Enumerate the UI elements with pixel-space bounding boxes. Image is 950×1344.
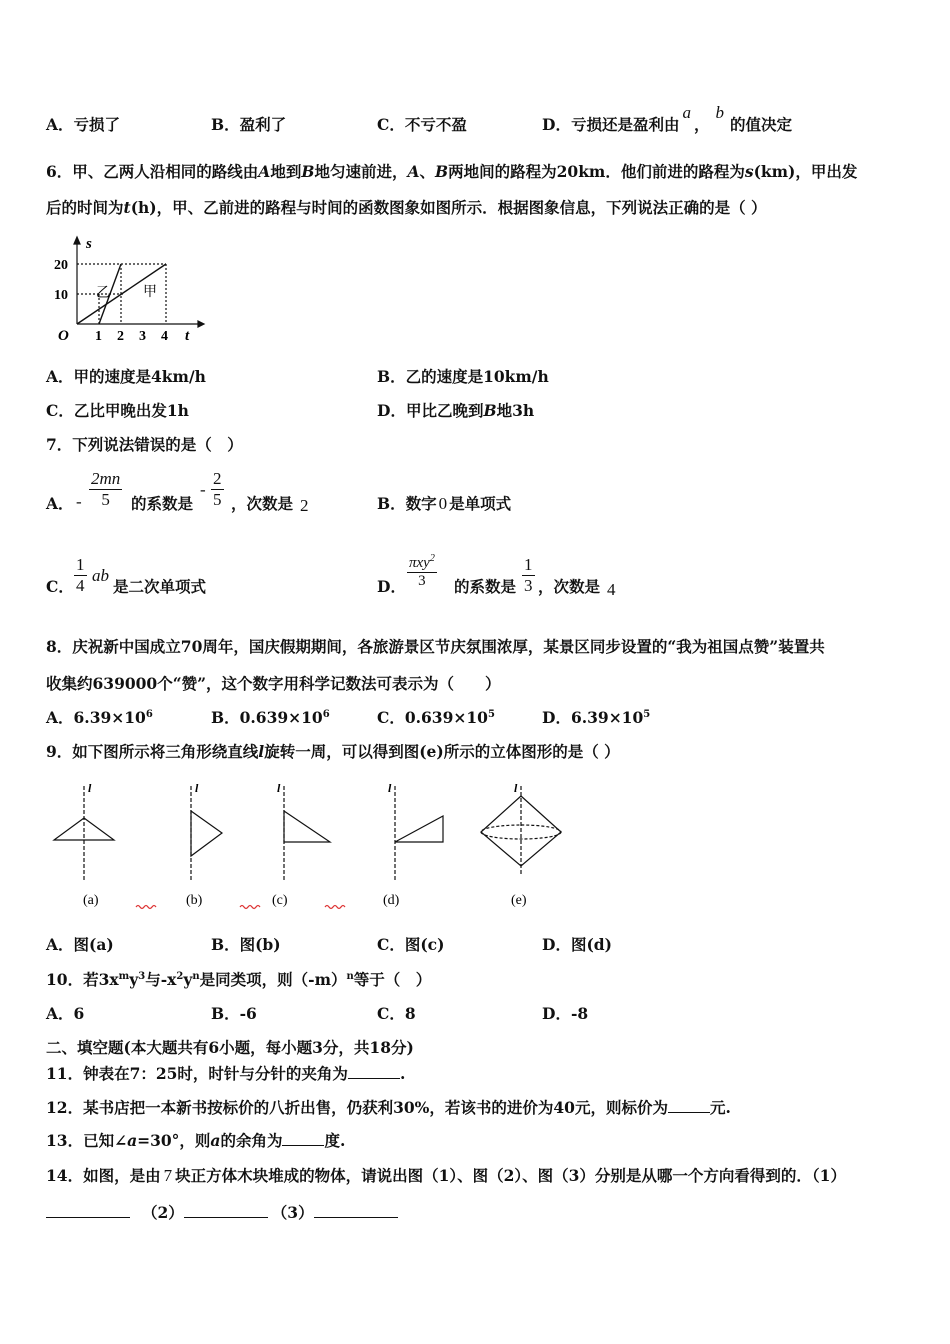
graph-x-tick: 2 (117, 329, 124, 344)
q9-stem (46, 742, 620, 762)
q6-var-B: B (301, 162, 315, 181)
q10-exp: 3 (138, 971, 146, 982)
q13-var-a: a (127, 1131, 138, 1150)
q13-post: 度. (324, 1131, 346, 1150)
fraction-numerator: 1 (76, 555, 85, 574)
fraction-denominator: 5 (89, 489, 122, 510)
fraction-numerator (407, 555, 437, 572)
q10-option-a: A．6 (46, 1004, 85, 1023)
q9-var-l: l (258, 742, 265, 761)
q7-b-post: 是单项式 (449, 494, 512, 513)
q5-option-b: B．盈利了 (211, 115, 287, 134)
q11-post: . (399, 1064, 406, 1083)
graph-origin: O (58, 328, 69, 344)
fig-b-triangle (191, 811, 222, 856)
q8-option-d (542, 708, 650, 728)
q5-option-c: C．不亏不盈 (377, 115, 467, 134)
q6-option-b: B．乙的速度是10km/h (377, 367, 549, 386)
q6-var-A: A (258, 162, 271, 181)
graph-label-jia: 甲 (143, 285, 157, 300)
q6-var-B: B (435, 162, 449, 181)
q6-text: 、 (419, 162, 436, 181)
q10-option-c: C．8 (377, 1004, 416, 1023)
graph-label-yi: 乙 (96, 286, 110, 301)
q6-text: 两地间的路程为20km．他们前进的路程为 (448, 162, 745, 181)
q6-d-var-B: B (483, 401, 497, 420)
q6-d-pre: D．甲比乙晚到 (377, 401, 484, 420)
q12-answer-blank[interactable] (668, 1098, 710, 1113)
q12-pre: 12．某书店把一本新书按标价的八折出售，仍获利30%，若该书的进价为40元，则标价为 (46, 1098, 668, 1117)
q8-c-exp: 5 (487, 709, 495, 720)
q12-post: 元. (709, 1098, 731, 1117)
fig-e-axis-label: l (514, 781, 518, 795)
q6-line2 (46, 198, 767, 218)
q8-line1: 8．庆祝新中国成立70周年，国庆假期期间，各旅游景区节庆氛围浓厚，某景区同步设置的“我为祖国点赞”装置共 (46, 637, 825, 656)
q10-text: y (183, 970, 193, 989)
q5-option-d (542, 103, 792, 135)
q7-stem: 7．下列说法错误的是（ ） (46, 435, 243, 454)
q10-option-b: B．-6 (211, 1004, 257, 1023)
fig-label-c: (c) (272, 893, 288, 908)
q14-line1 (46, 1166, 846, 1186)
q6-text: 6．甲、乙两人沿相同的路线由 (46, 162, 259, 181)
q10-text: 等于（ ） (353, 970, 432, 989)
q10-text: 是同类项，则（-m） (199, 970, 347, 989)
fig-c-axis-label: l (277, 781, 281, 795)
x-axis-arrow-icon (198, 321, 204, 327)
q7-d-mid2: ，次数是 (538, 577, 601, 596)
fig-label-e: (e) (511, 893, 527, 908)
q5-sep: ， (693, 115, 710, 134)
q6-var-t: t (123, 198, 131, 217)
graph-y-label: s (86, 236, 92, 252)
q14-post: 块正方体木块堆成的物体，请说出图（1）、图（2）、图（3）分别是从哪一个方向看得到的．（1） (175, 1166, 846, 1185)
fig-label-d: (d) (383, 893, 400, 908)
fig-b-axis-label: l (195, 781, 199, 795)
q7-a-mid: 的系数是 (131, 494, 194, 513)
q6-text: 地匀速前进， (314, 162, 408, 181)
fig-a-axis-label: l (88, 781, 92, 795)
q10-exp: n (192, 971, 200, 982)
q14-line2 (46, 1203, 398, 1223)
fraction-denominator: 3 (524, 576, 533, 595)
q7-c-label: C． (46, 577, 74, 596)
q7-a-minus2: - (200, 480, 206, 499)
q5-option-d-post: 的值决定 (729, 115, 792, 134)
q14-pre: 14．如图，是由 (46, 1166, 161, 1185)
q8-line2: 收集约639000个“赞”，这个数字用科学记数法可表示为（ ） (46, 674, 501, 693)
q9-option-b: B．图(b) (211, 935, 281, 954)
fraction-numerator: 2mn (91, 469, 121, 488)
q9-figures (44, 776, 604, 916)
q14-label-3: （3） (271, 1203, 314, 1222)
q6-text: (km)，甲出发 (753, 162, 858, 181)
q7-a-degree: 2 (300, 496, 309, 515)
q7-a-fraction (89, 469, 122, 510)
q6-option-c: C．乙比甲晚出发1h (46, 401, 189, 420)
q10-stem (46, 970, 431, 990)
fraction-denominator: 5 (213, 490, 222, 509)
q11-answer-blank[interactable] (348, 1064, 400, 1079)
q13-mid2: 的余角为 (220, 1131, 283, 1150)
q9-stem-a: 9．如下图所示将三角形绕直线 (46, 742, 259, 761)
q14-label-2: （2） (142, 1203, 184, 1222)
q11-pre: 11．钟表在7：25时，时针与分针的夹角为 (46, 1064, 348, 1083)
q13-var-a2: a (210, 1131, 221, 1150)
graph-x-tick: 1 (95, 329, 102, 344)
q8-d-text: D．6.39×10 (542, 708, 644, 727)
q7-d-label: D． (377, 577, 406, 596)
q10-exp: 2 (176, 971, 184, 982)
q6-option-d (377, 401, 534, 421)
q7-b-pre: B．数字 (377, 494, 437, 513)
q7-d-fraction2 (522, 555, 535, 596)
q9-stem-b: 旋转一周，可以得到图(e)所示的立体图形的是（ ） (264, 742, 620, 761)
q8-a-text: A．6.39×10 (46, 708, 146, 727)
q14-seven: 7 (163, 1166, 173, 1185)
squiggle-mark (325, 906, 345, 909)
q6-var-s: s (744, 162, 754, 181)
q7-d-mid: 的系数是 (454, 577, 517, 596)
q6-line1 (46, 162, 857, 182)
q7-option-b (377, 494, 511, 514)
fig-d-axis-label: l (388, 781, 392, 795)
fraction-numerator: 2 (213, 469, 222, 488)
q10-exp: n (346, 971, 354, 982)
q10-text: 与-x (145, 970, 177, 989)
graph-x-tick: 4 (161, 329, 168, 344)
q7-c-fraction (74, 555, 87, 596)
q9-option-c: C．图(c) (377, 935, 445, 954)
q6-var-A: A (407, 162, 420, 181)
q8-option-b (211, 708, 330, 728)
q14-answer-blank-2[interactable] (184, 1203, 268, 1218)
q5-option-d-pre: D．亏损还是盈利由 (542, 115, 680, 134)
fraction-denominator: 3 (407, 572, 437, 590)
graph-x-tick: 3 (139, 329, 146, 344)
squiggle-mark (136, 906, 156, 909)
section-heading: 二、填空题(本大题共有6小题，每小题3分，共18分) (46, 1038, 414, 1057)
fig-d-triangle (395, 816, 443, 842)
q13-pre: 13．已知∠ (46, 1131, 128, 1150)
q7-d-degree: 4 (607, 580, 616, 599)
q6-d-post: 地3h (496, 401, 535, 420)
q7-d-exp: 2 (429, 553, 435, 564)
q7-b-zero: 0 (438, 494, 448, 513)
graph-y-tick: 20 (54, 258, 68, 273)
q8-a-exp: 6 (145, 709, 153, 720)
q10-text: y (129, 970, 139, 989)
q9-option-a: A．图(a) (46, 935, 114, 954)
q6-graph (48, 234, 208, 346)
q5-option-a: A．亏损了 (46, 115, 121, 134)
q6-text: 地到 (270, 162, 302, 181)
q14-answer-blank-3[interactable] (314, 1203, 398, 1218)
q7-d-num: πxy (409, 555, 430, 571)
q6-text: 后的时间为 (46, 198, 124, 217)
q13-answer-blank[interactable] (282, 1131, 324, 1146)
fraction-denominator: 4 (76, 576, 85, 595)
q10-text: 10．若3x (46, 970, 119, 989)
q8-option-c (377, 708, 495, 728)
q14-answer-blank-1[interactable] (46, 1203, 130, 1218)
q13 (46, 1131, 345, 1151)
q7-a-mid2: ，次数是 (231, 494, 294, 513)
q7-c-var: ab (92, 566, 109, 585)
q10-option-d: D．-8 (542, 1004, 589, 1023)
q10-exp: m (118, 971, 130, 982)
fig-c-triangle (284, 811, 330, 842)
fig-label-b: (b) (186, 893, 203, 908)
q13-mid: =30°，则 (137, 1131, 211, 1150)
fraction-numerator: 1 (524, 555, 533, 574)
q6-option-a: A．甲的速度是4km/h (46, 367, 206, 386)
graph-x-label: t (185, 328, 190, 344)
q11 (46, 1064, 405, 1084)
q5-var-b: b (715, 103, 724, 122)
q12 (46, 1098, 731, 1118)
graph-y-tick: 10 (54, 288, 68, 303)
q7-a-label: A． (46, 494, 74, 513)
q5-var-a: a (682, 103, 691, 122)
q8-b-text: B．0.639×10 (211, 708, 323, 727)
q7-a-fraction2 (211, 469, 224, 510)
q8-b-exp: 6 (322, 709, 330, 720)
q7-c-post: 是二次单项式 (113, 577, 207, 596)
y-axis-arrow-icon (74, 237, 80, 244)
squiggle-mark (240, 906, 260, 909)
q8-c-text: C．0.639×10 (377, 708, 488, 727)
q7-a-minus: - (76, 492, 82, 511)
q9-option-d: D．图(d) (542, 935, 612, 954)
fig-label-a: (a) (83, 893, 99, 908)
q8-d-exp: 5 (643, 709, 651, 720)
q7-d-fraction (407, 555, 437, 590)
q6-text: (h)，甲、乙前进的路程与时间的函数图象如图所示．根据图象信息，下列说法正确的是（ ） (130, 198, 767, 217)
q8-option-a (46, 708, 153, 728)
